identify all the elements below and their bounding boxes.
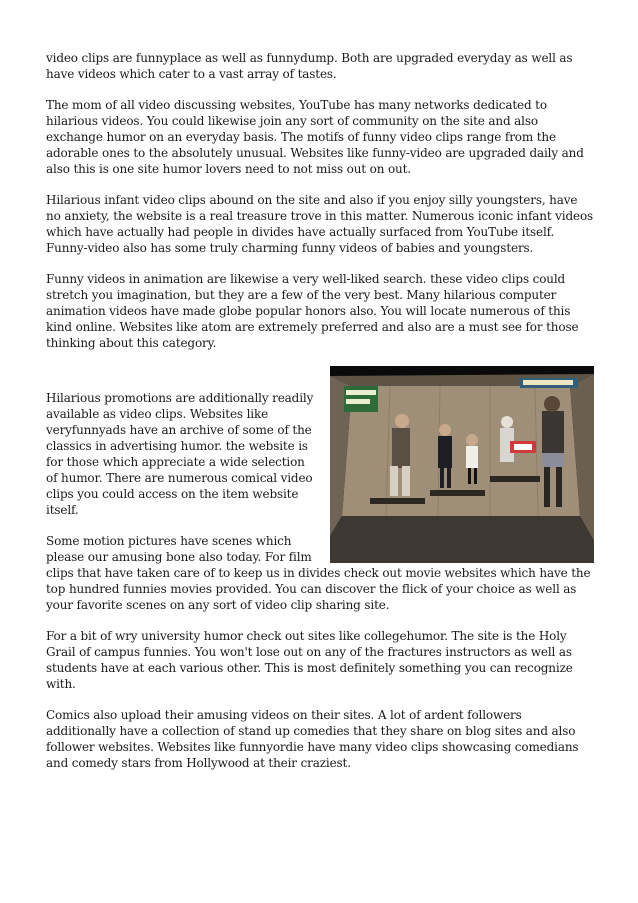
paragraph-3: Hilarious infant video clips abound on the site and also if you enjoy silly youngsters, have no anxiety, the website is a real treasure trove in this matter. Numerous iconic infant videos which have actually had people in divides have actually surfaced from YouTube itself. Funny-video also has some truly charming funny videos of babies and youngsters. xyxy=(46,193,594,255)
paragraph-6: Some motion pictures have scenes which please our amusing bone also today. For film clips that have taken care of to keep us in divides check out movie websites which have the top hundred funnies movies provided. You can discover the flick of your choice as well as your favorite scenes on any sort of video clip sharing site. xyxy=(46,534,591,612)
paragraph-4: Funny videos in animation are likewise a very well-liked search. these video clips could stretch you imagination, but they are a few of the very best. Many hilarious computer animation videos have made globe popular honors also. You will locate numerous of this kind online. Websites like atom are extremely preferred and also are a must see for those thinking about this category. xyxy=(46,272,579,350)
paragraph-5: Hilarious promotions are additionally readily available as video clips. Websites like veryfunnyads have an archive of some of the classics in advertising humor. the website is for those which appreciate a wide selection of humor. There are numerous comical video clips you could access on the item website itself. xyxy=(46,391,314,517)
video-still-image xyxy=(330,366,594,563)
paragraph-8: Comics also upload their amusing videos on their sites. A lot of ardent followers additionally have a collection of stand up comedies that they share on blog sites and also follower websites. Websites like funnyordie have many video clips showcasing comedians and comedy stars from Hollywood at their craziest. xyxy=(46,708,579,770)
paragraph-7: For a bit of wry university humor check out sites like collegehumor. The site is the Holy Grail of campus funnies. You won't lose out on any of the fractures instructors as well as students have at each various other. This is most definitely something you can recognize with. xyxy=(46,629,573,691)
paragraph-1: video clips are funnyplace as well as funnydump. Both are upgraded everyday as well as have videos which cater to a vast array of tastes. xyxy=(46,51,573,81)
document-page xyxy=(46,50,594,786)
paragraph-2: The mom of all video discussing websites, YouTube has many networks dedicated to hilarious videos. You could likewise join any sort of community on the site and also exchange humor on an everyday basis. The motifs of funny video clips range from the adorable ones to the absolutely unusual. Websites like funny-video are upgraded daily and also this is one site humor lovers need to not miss out on out. xyxy=(46,98,584,176)
